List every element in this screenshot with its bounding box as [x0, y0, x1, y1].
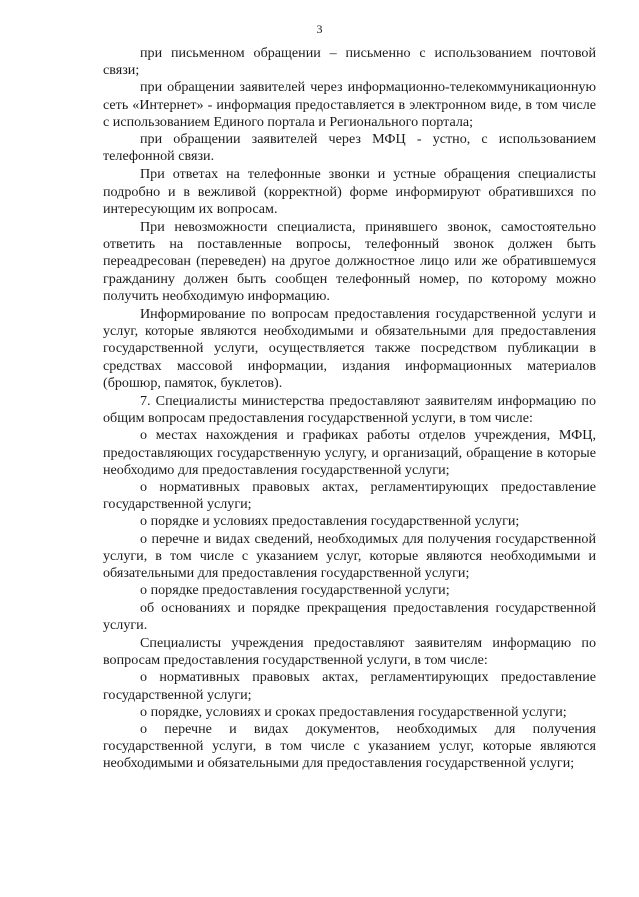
paragraph: Специалисты учреждения предоставляют заявителям информацию по вопросам предоставления государственной услуги, в том числе:	[103, 634, 596, 669]
paragraph: о нормативных правовых актах, регламентирующих предоставление государственной услуги;	[103, 479, 596, 513]
paragraph: при обращении заявителей через информационно-телекоммуникационную сеть «Интернет» - информация предоставляется в электронном виде, в том числе с использованием Единого портала и Регионального портала;	[103, 79, 596, 130]
paragraph: об основаниях и порядке прекращения предоставления государственной услуги.	[103, 599, 596, 633]
paragraph: о нормативных правовых актах, регламентирующих предоставление государственной услуги;	[103, 669, 596, 703]
page-number: 3	[316, 22, 323, 36]
document-body	[103, 45, 596, 773]
paragraph: при обращении заявителей через МФЦ - устно, с использованием телефонной связи.	[103, 131, 596, 165]
paragraph: При невозможности специалиста, принявшего звонок, самостоятельно ответить на поставленные вопросы, телефонный звонок должен быть переадресован (переведен) на другое должностное лицо или же обратившемуся гражданину должен быть сообщен телефонный номер, по которому можно получить необходимую информацию.	[103, 219, 596, 304]
paragraph: о местах нахождения и графиках работы отделов учреждения, МФЦ, предоставляющих государственную услугу, и организаций, обращение в которые необходимо для предоставления государственной услуги;	[103, 427, 596, 478]
paragraph: При ответах на телефонные звонки и устные обращения специалисты подробно и в вежливой (корректной) форме информируют обратившихся по интересующим их вопросам.	[103, 166, 596, 217]
paragraph: 7. Специалисты министерства предоставляют заявителям информацию по общим вопросам предоставления государственной услуги, в том числе:	[103, 393, 596, 427]
paragraph: о перечне и видах сведений, необходимых для получения государственной услуги, в том числе с указанием услуг, которые являются необходимыми и обязательными для предоставления государственной услуги;	[103, 530, 596, 582]
paragraph: о перечне и видах документов, необходимых для получения государственной услуги, в том числе с указанием услуг, которые являются необходимыми и обязательными для предоставления государственной услуги;	[103, 720, 596, 772]
paragraph: о порядке, условиях и сроках предоставления государственной услуги;	[140, 703, 567, 720]
paragraph: Информирование по вопросам предоставления государственной услуги и услуг, которые являются необходимыми и обязательными для предоставления государственной услуги, осуществляется также посредством публикации в средствах массовой информации, издания информационных материалов (брошюр, памяток, буклетов).	[103, 306, 596, 391]
paragraph: о порядке предоставления государственной услуги;	[140, 582, 450, 599]
paragraph: о порядке и условиях предоставления государственной услуги;	[140, 513, 520, 530]
paragraph: при письменном обращении – письменно с использованием почтовой связи;	[103, 45, 596, 79]
